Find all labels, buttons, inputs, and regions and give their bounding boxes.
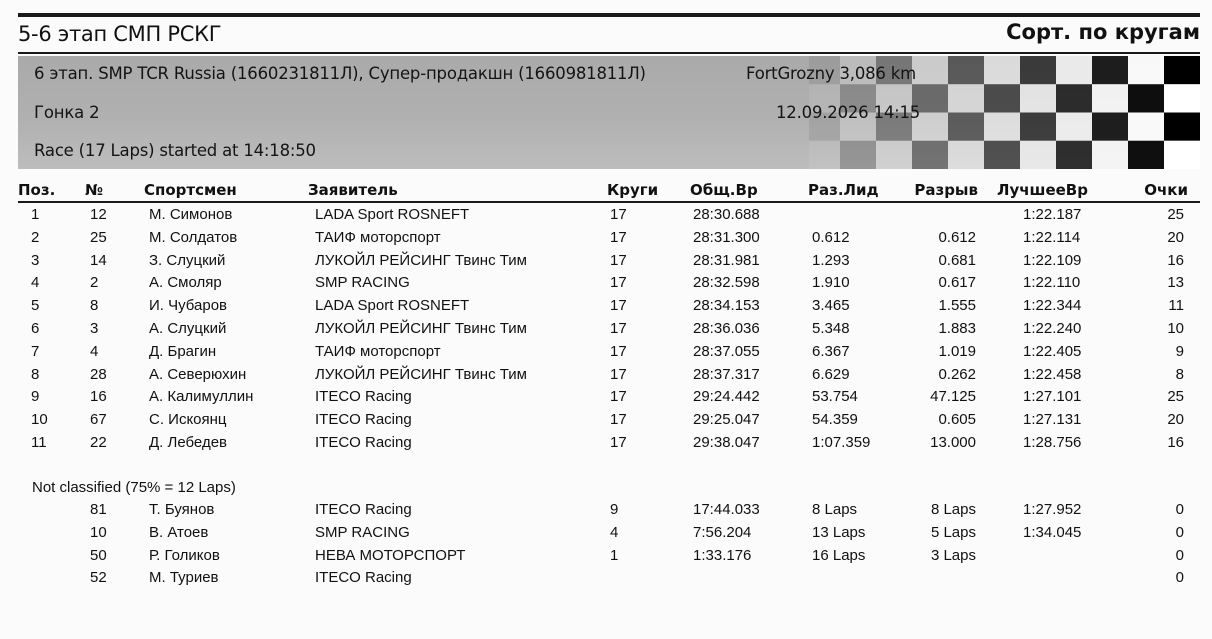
flag-square — [1056, 56, 1092, 84]
cell-lead: 13 Laps — [812, 523, 866, 541]
column-header-rule — [18, 201, 1200, 203]
table-row — [18, 272, 1200, 295]
cell-best: 1:34.045 — [1023, 523, 1082, 541]
table-row — [18, 432, 1200, 455]
cell-best: 1:22.458 — [1023, 365, 1082, 383]
cell-num: 25 — [90, 228, 107, 246]
table-row — [18, 386, 1200, 409]
cell-pos: 5 — [31, 297, 40, 315]
cell-num: 3 — [90, 319, 99, 337]
flag-square — [1128, 56, 1164, 84]
table-row — [18, 522, 1200, 545]
cell-driver: В. Атоев — [149, 523, 209, 541]
cell-team: LADA Sport ROSNEFT — [315, 297, 470, 315]
flag-square — [1020, 141, 1056, 169]
cell-total: 28:31.300 — [693, 228, 760, 246]
cell-laps: 17 — [610, 274, 627, 292]
cell-lead: 1:07.359 — [812, 433, 871, 451]
series-line: 6 этап. SMP TCR Russia (1660231811Л), Супер-продакшн (1660981811Л) — [34, 64, 646, 83]
cell-total: 28:37.055 — [693, 342, 760, 360]
session-info-box — [18, 56, 1200, 169]
flag-square — [1092, 113, 1128, 141]
flag-square — [984, 141, 1020, 169]
cell-pos: 7 — [31, 342, 40, 360]
cell-gap: 0.262 — [938, 365, 976, 383]
cell-driver: М. Солдатов — [149, 228, 238, 246]
cell-driver: И. Чубаров — [149, 297, 228, 315]
flag-square — [1092, 84, 1128, 112]
col-header-points: Очки — [1144, 181, 1188, 199]
cell-gap: 8 Laps — [930, 501, 976, 518]
cell-laps: 17 — [610, 388, 627, 406]
table-row — [18, 409, 1200, 432]
cell-team: ТАИФ моторспорт — [315, 342, 441, 360]
cell-pos: 3 — [31, 251, 40, 269]
cell-points: 0 — [1175, 546, 1184, 564]
cell-points: 16 — [1167, 251, 1184, 269]
flag-square — [1128, 84, 1164, 112]
cell-best: 1:27.101 — [1023, 388, 1082, 406]
cell-num: 8 — [90, 297, 99, 315]
cell-team: ITECO Racing — [315, 411, 412, 429]
cell-team: ITECO Racing — [315, 569, 412, 587]
flag-square — [1056, 84, 1092, 112]
cell-total: 28:31.981 — [693, 251, 760, 269]
cell-best: 1:27.131 — [1023, 411, 1082, 429]
cell-laps: 17 — [610, 228, 627, 246]
cell-gap: 1.019 — [938, 342, 976, 360]
cell-laps: 1 — [610, 546, 619, 564]
cell-total: 28:30.688 — [693, 206, 760, 223]
cell-pos: 1 — [31, 206, 40, 223]
cell-gap: 0.681 — [938, 251, 976, 269]
cell-num: 12 — [90, 206, 107, 223]
cell-pos: 8 — [31, 365, 40, 383]
cell-driver: Д. Лебедев — [149, 433, 228, 451]
flag-square — [948, 84, 984, 112]
results-table — [18, 204, 1200, 455]
cell-gap: 0.605 — [938, 411, 976, 429]
cell-laps: 17 — [610, 297, 627, 315]
cell-best: 1:22.240 — [1023, 319, 1082, 337]
cell-num: 52 — [90, 569, 107, 587]
cell-team: SMP RACING — [315, 523, 410, 541]
col-header-num: № — [85, 181, 104, 199]
col-header-lead: Раз.Лид — [808, 181, 879, 199]
cell-laps: 17 — [610, 251, 627, 269]
flag-square — [1164, 84, 1200, 112]
cell-best: 1:22.405 — [1023, 342, 1082, 360]
table-row — [18, 250, 1200, 273]
session-datetime: 12.09.2026 14:15 — [776, 103, 921, 122]
flag-square — [876, 141, 912, 169]
col-header-driver: Спортсмен — [144, 181, 237, 199]
event-title: 5-6 этап СМП РСКГ — [18, 22, 222, 46]
cell-num: 4 — [90, 342, 99, 360]
cell-total: 29:38.047 — [693, 433, 760, 451]
cell-driver: Т. Буянов — [149, 501, 215, 518]
cell-gap: 47.125 — [930, 388, 976, 406]
session-name: Гонка 2 — [34, 103, 100, 122]
cell-pos: 9 — [31, 388, 40, 406]
cell-laps: 17 — [610, 411, 627, 429]
cell-laps: 4 — [610, 523, 619, 541]
cell-team: ITECO Racing — [315, 433, 412, 451]
cell-total: 28:32.598 — [693, 274, 760, 292]
cell-lead: 5.348 — [812, 319, 850, 337]
cell-points: 0 — [1175, 569, 1184, 587]
cell-team: ITECO Racing — [315, 388, 412, 406]
cell-laps: 17 — [610, 365, 627, 383]
cell-total: 7:56.204 — [693, 523, 752, 541]
cell-points: 11 — [1168, 297, 1184, 315]
flag-square — [984, 84, 1020, 112]
cell-num: 67 — [90, 411, 107, 429]
cell-driver: М. Симонов — [149, 206, 233, 223]
table-row — [18, 227, 1200, 250]
flag-square — [1020, 84, 1056, 112]
cell-laps: 17 — [610, 342, 627, 360]
cell-best: 1:22.114 — [1023, 228, 1081, 246]
table-row — [18, 318, 1200, 341]
cell-driver: Р. Голиков — [149, 546, 220, 564]
cell-pos: 6 — [31, 319, 40, 337]
table-row — [18, 204, 1200, 227]
cell-total: 1:33.176 — [693, 546, 752, 564]
cell-best: 1:27.952 — [1023, 501, 1082, 518]
flag-square — [912, 141, 948, 169]
flag-square — [1020, 113, 1056, 141]
cell-points: 9 — [1175, 342, 1184, 360]
cell-total: 28:34.153 — [693, 297, 760, 315]
cell-lead: 54.359 — [812, 411, 858, 429]
cell-points: 10 — [1167, 319, 1184, 337]
cell-gap: 1.555 — [938, 297, 976, 315]
flag-square — [1056, 141, 1092, 169]
cell-team: ТАИФ моторспорт — [315, 228, 441, 246]
not-classified-label: Not classified (75% = 12 Laps) — [32, 479, 236, 496]
cell-laps: 17 — [610, 206, 627, 223]
cell-num: 14 — [90, 251, 107, 269]
flag-square — [912, 56, 948, 84]
cell-driver: М. Туриев — [149, 569, 219, 587]
cell-total: 29:24.442 — [693, 388, 760, 406]
table-row — [18, 499, 1200, 522]
cell-num: 50 — [90, 546, 107, 564]
table-row — [18, 545, 1200, 568]
cell-lead: 3.465 — [812, 297, 850, 315]
cell-best: 1:22.187 — [1023, 206, 1082, 223]
sort-title: Сорт. по кругам — [1006, 20, 1200, 44]
flag-square — [1164, 141, 1200, 169]
flag-square — [1128, 141, 1164, 169]
column-headers — [18, 178, 1200, 202]
cell-team: SMP RACING — [315, 274, 410, 292]
cell-lead: 8 Laps — [812, 501, 858, 518]
cell-num: 10 — [90, 523, 107, 541]
col-header-laps: Круги — [607, 181, 659, 199]
flag-square — [1164, 113, 1200, 141]
col-header-total: Общ.Вр — [690, 181, 758, 199]
cell-num: 22 — [90, 433, 107, 451]
cell-points: 13 — [1167, 274, 1184, 292]
cell-lead: 16 Laps — [812, 546, 866, 564]
flag-square — [948, 141, 984, 169]
table-row — [18, 341, 1200, 364]
cell-pos: 4 — [31, 274, 40, 292]
cell-team: ITECO Racing — [315, 501, 412, 518]
cell-pos: 2 — [31, 228, 40, 246]
cell-driver: А. Калимуллин — [149, 388, 254, 406]
not-classified-table — [18, 499, 1200, 590]
cell-points: 25 — [1167, 388, 1184, 406]
cell-team: ЛУКОЙЛ РЕЙСИНГ Твинс Тим — [315, 251, 527, 269]
flag-square — [840, 141, 876, 169]
cell-gap: 3 Laps — [930, 546, 976, 564]
cell-num: 81 — [90, 501, 107, 518]
cell-gap: 1.883 — [938, 319, 976, 337]
col-header-gap: Разрыв — [914, 181, 978, 199]
cell-lead: 0.612 — [812, 228, 850, 246]
cell-num: 16 — [90, 388, 107, 406]
cell-best: 1:22.344 — [1023, 297, 1082, 315]
cell-lead: 1.293 — [812, 251, 850, 269]
flag-square — [1056, 113, 1092, 141]
cell-points: 0 — [1175, 523, 1184, 541]
cell-lead: 53.754 — [812, 388, 858, 406]
cell-team: ЛУКОЙЛ РЕЙСИНГ Твинс Тим — [315, 365, 527, 383]
flag-square — [1128, 113, 1164, 141]
cell-total: 28:37.317 — [693, 365, 760, 383]
table-row — [18, 364, 1200, 387]
cell-driver: А. Слуцкий — [149, 319, 227, 337]
cell-lead: 6.367 — [812, 342, 850, 360]
flag-square — [1020, 56, 1056, 84]
cell-gap: 5 Laps — [930, 523, 976, 541]
header-rule — [18, 52, 1200, 54]
cell-gap: 0.612 — [938, 228, 976, 246]
cell-best: 1:22.109 — [1023, 251, 1082, 269]
table-row — [18, 295, 1200, 318]
flag-square — [809, 141, 840, 169]
cell-laps: 9 — [610, 501, 619, 518]
race-start-line: Race (17 Laps) started at 14:18:50 — [34, 141, 316, 160]
col-header-team: Заявитель — [308, 181, 398, 199]
cell-pos: 10 — [31, 411, 48, 429]
page-header — [18, 20, 1200, 50]
cell-driver: А. Смоляр — [149, 274, 222, 292]
cell-driver: З. Слуцкий — [149, 251, 226, 269]
cell-gap: 13.000 — [930, 433, 976, 451]
cell-total: 28:36.036 — [693, 319, 760, 337]
cell-lead: 1.910 — [812, 274, 850, 292]
cell-total: 29:25.047 — [693, 411, 760, 429]
cell-points: 25 — [1167, 206, 1184, 223]
cell-driver: С. Искоянц — [149, 411, 227, 429]
cell-laps: 17 — [610, 319, 627, 337]
cell-points: 8 — [1175, 365, 1184, 383]
cell-points: 20 — [1167, 228, 1184, 246]
cell-points: 0 — [1175, 501, 1184, 518]
cell-laps: 17 — [610, 433, 627, 451]
cell-driver: Д. Брагин — [149, 342, 217, 360]
cell-num: 2 — [90, 274, 99, 292]
cell-pos: 11 — [31, 433, 47, 451]
cell-num: 28 — [90, 365, 107, 383]
cell-gap: 0.617 — [938, 274, 976, 292]
cell-best: 1:28.756 — [1023, 433, 1082, 451]
cell-points: 16 — [1167, 433, 1184, 451]
cell-driver: А. Северюхин — [149, 365, 247, 383]
flag-square — [1092, 56, 1128, 84]
top-rule — [18, 13, 1200, 17]
cell-team: ЛУКОЙЛ РЕЙСИНГ Твинс Тим — [315, 319, 527, 337]
cell-team: LADA Sport ROSNEFT — [315, 206, 470, 223]
flag-square — [948, 113, 984, 141]
table-row — [18, 567, 1200, 590]
cell-total: 17:44.033 — [693, 501, 760, 518]
flag-square — [948, 56, 984, 84]
flag-square — [1164, 56, 1200, 84]
cell-best: 1:22.110 — [1023, 274, 1081, 292]
flag-square — [984, 113, 1020, 141]
col-header-best: ЛучшееВр — [997, 181, 1088, 199]
flag-square — [1092, 141, 1128, 169]
col-header-pos: Поз. — [18, 181, 56, 199]
cell-lead: 6.629 — [812, 365, 850, 383]
track-info: FortGrozny 3,086 km — [746, 64, 916, 83]
cell-team: НЕВА МОТОРСПОРТ — [315, 546, 466, 564]
cell-points: 20 — [1167, 411, 1184, 429]
flag-square — [984, 56, 1020, 84]
